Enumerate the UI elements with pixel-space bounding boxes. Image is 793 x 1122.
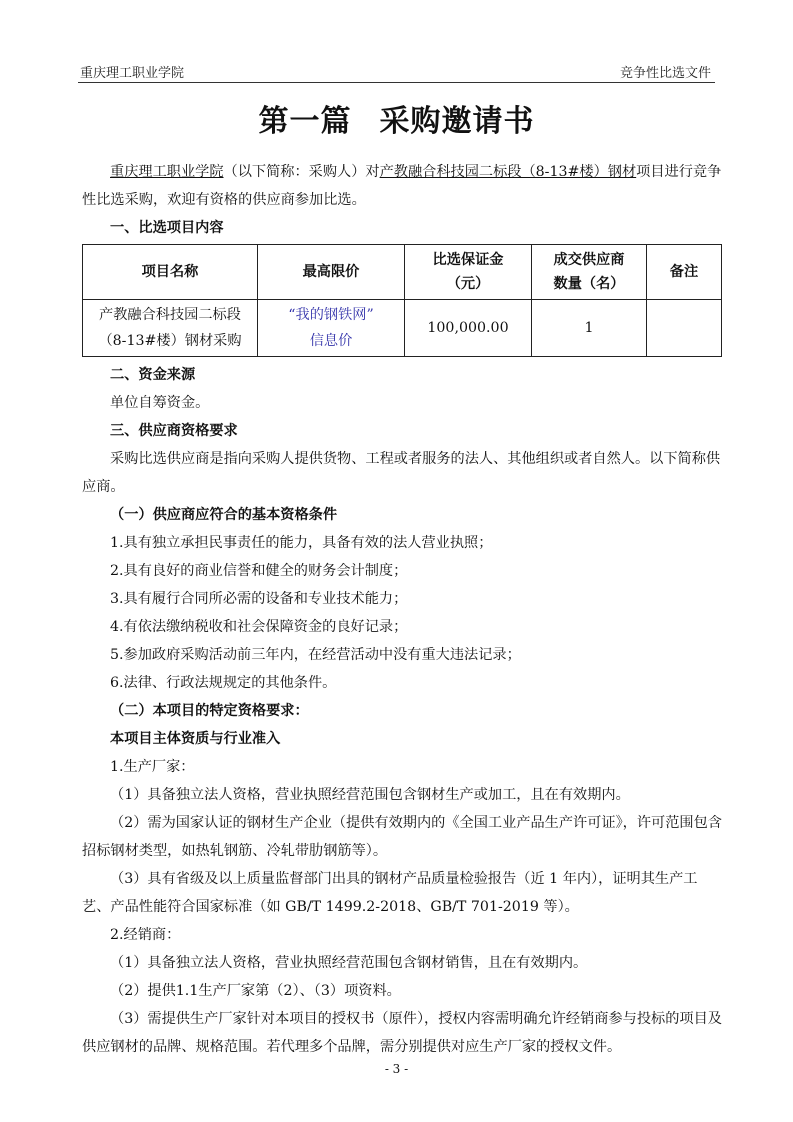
col-header-name (83, 245, 258, 300)
cell-deposit: 100,000.00 (405, 300, 532, 357)
manufacturer-item: （2）需为国家认证的钢材生产企业（提供有效期内的《全国工业产品生产许可证》，许可范围包含招标钢材类型，如热轧钢筋、冷轧带肋钢筋等）。 (82, 815, 722, 859)
section3-text: 采购比选供应商是指向采购人提供货物、工程或者服务的法人、其他组织或者自然人。以下简称供应商。 (82, 451, 721, 495)
col-header-count (532, 245, 647, 300)
cell-max-price (258, 300, 405, 357)
basic-condition-item: 2.具有良好的商业信誉和健全的财务会计制度； (110, 563, 408, 579)
cell-project-name-line1: 产教融合科技园二标段 (99, 307, 241, 323)
table-header-row (83, 245, 722, 300)
cell-max-price-line2: 信息价 (309, 333, 353, 349)
basic-condition-item: 3.具有履行合同所必需的设备和专业技术能力； (110, 591, 408, 607)
section1-heading: 一、比选项目内容 (110, 220, 224, 236)
col-header-remark-text: 备注 (669, 264, 699, 280)
project-table (82, 244, 722, 357)
dealer-item: （2）提供1.1生产厂家第（2）、（3）项资料。 (110, 983, 401, 999)
document-body (82, 158, 722, 1061)
sub2-heading: （二）本项目的特定资格要求： (110, 703, 309, 719)
page-header (78, 60, 715, 83)
dealer-item: （1）具备独立法人资格，营业执照经营范围包含钢材销售，且在有效期内。 (110, 955, 588, 971)
dealer-label: 2.经销商： (110, 927, 181, 943)
intro-text-1: （以下简称：采购人）对 (223, 164, 380, 180)
section2-heading: 二、资金来源 (110, 367, 196, 383)
dealer-item: （3）需提供生产厂家针对本项目的授权书（原件），授权内容需明确允许经销商参与投标的项目及供应钢材的品牌、规格范围。若代理多个品牌，需分别提供对应生产厂家的授权文件。 (82, 1011, 722, 1055)
col-header-remark (647, 245, 722, 300)
table-row (83, 300, 722, 357)
col-header-deposit-line2: （元） (446, 276, 490, 292)
header-doc-type: 竞争性比选文件 (619, 66, 711, 81)
page-title (0, 96, 793, 140)
cell-max-price-line1: “我的钢铁网” (288, 307, 374, 323)
cell-project-name-line2: （8-13#楼）钢材采购 (98, 333, 242, 349)
col-header-price-text: 最高限价 (302, 264, 360, 280)
sub2-subheading: 本项目主体资质与行业准入 (110, 731, 281, 747)
manufacturer-item: （3）具有省级及以上质量监督部门出具的钢材产品质量检验报告（近 1 年内），证明其生产工艺、产品性能符合国家标准（如 GB/T 1499.2-2018、GB/T 701-2019 等）。 (82, 871, 698, 915)
col-header-price (258, 245, 405, 300)
col-header-count-line1: 成交供应商 (553, 252, 625, 268)
section2-text: 单位自筹资金。 (110, 395, 210, 411)
basic-condition-item: 4.有依法缴纳税收和社会保障资金的良好记录； (110, 619, 408, 635)
col-header-count-line2: 数量（名） (553, 276, 625, 292)
col-header-deposit-line1: 比选保证金 (432, 252, 504, 268)
intro-paragraph (82, 158, 722, 214)
section3-heading: 三、供应商资格要求 (110, 423, 238, 439)
cell-project-name (83, 300, 258, 357)
header-org: 重庆理工职业学院 (80, 66, 185, 81)
cell-remark (647, 300, 722, 357)
purchaser-name: 重庆理工职业学院 (110, 164, 224, 180)
title-part: 第一篇 (258, 104, 352, 139)
sub1-heading: （一）供应商应符合的基本资格条件 (110, 507, 338, 523)
manufacturer-label: 1.生产厂家： (110, 759, 195, 775)
page-number: - 3 - (384, 1062, 409, 1076)
basic-condition-item: 1.具有独立承担民事责任的能力，具备有效的法人营业执照； (110, 535, 493, 551)
title-name: 采购邀请书 (379, 104, 535, 139)
basic-condition-item: 5.参加政府采购活动前三年内，在经营活动中没有重大违法记录； (110, 647, 521, 663)
col-header-deposit (405, 245, 532, 300)
cell-supplier-count: 1 (532, 300, 647, 357)
intro-text-2: 项目进行竞争性比选采购，欢迎有资格的供应商参加比选。 (82, 164, 722, 208)
col-header-name-text: 项目名称 (141, 264, 199, 280)
project-name: 产教融合科技园二标段（8-13#楼）钢材 (379, 164, 637, 180)
manufacturer-item: （1）具备独立法人资格，营业执照经营范围包含钢材生产或加工，且在有效期内。 (110, 787, 630, 803)
basic-condition-item: 6.法律、行政法规规定的其他条件。 (110, 675, 337, 691)
